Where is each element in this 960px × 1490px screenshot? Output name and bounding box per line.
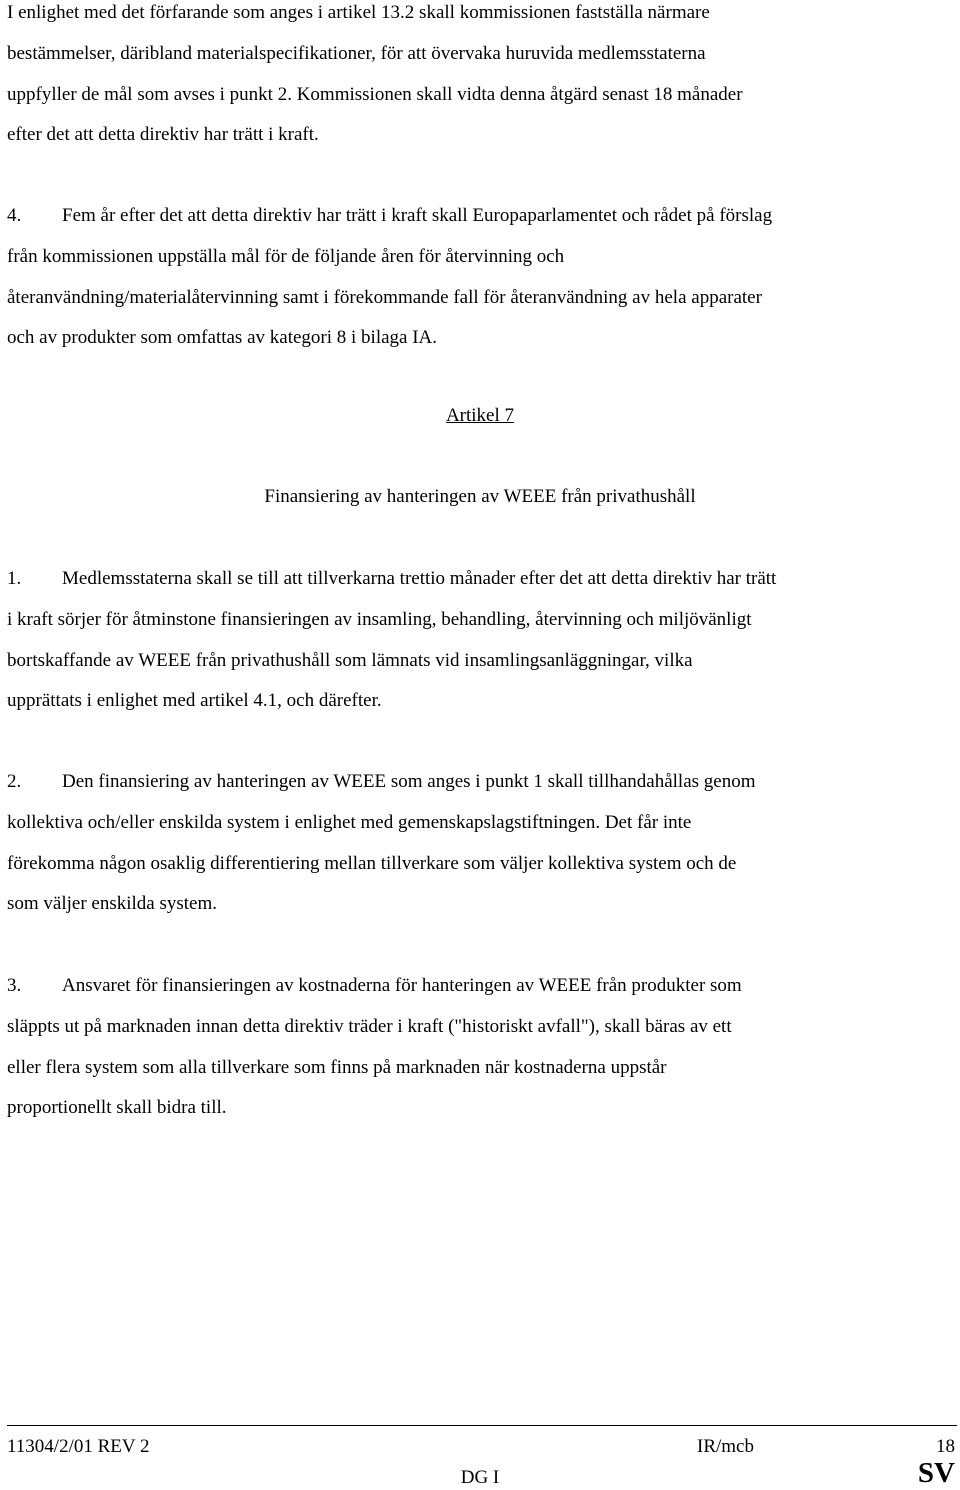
paragraph-line: släppts ut på marknaden innan detta direktiv träder i kraft ("historiskt avfall"), skall bäras av ett: [7, 1015, 732, 1037]
footer-department: DG I: [460, 1467, 500, 1488]
paragraph-line: kollektiva och/eller enskilda system i enlighet med gemenskapslagstiftningen. Det får inte: [7, 811, 692, 833]
paragraph-line: Fem år efter det att detta direktiv har trätt i kraft skall Europaparlamentet och rådet på förslag: [62, 205, 773, 226]
intro-line: bestämmelser, däribland materialspecifikationer, för att övervaka huruvida medlemsstaterna: [7, 42, 706, 64]
paragraph-line: som väljer enskilda system.: [7, 893, 218, 915]
paragraph-1: [7, 559, 957, 722]
footer-initials: IR/mcb: [697, 1436, 754, 1457]
intro-line: efter det att detta direktiv har trätt i kraft.: [7, 124, 319, 146]
footer-language-code: SV: [917, 1457, 955, 1489]
paragraph-line: upprättats i enlighet med artikel 4.1, och därefter.: [7, 690, 382, 712]
paragraph-line: Medlemsstaterna skall se till att tillverkarna trettio månader efter det att detta direktiv har trätt: [62, 568, 777, 589]
paragraph-line: bortskaffande av WEEE från privathushåll som lämnats vid insamlingsanläggningar, vilka: [7, 649, 693, 671]
paragraph-line: i kraft sörjer för åtminstone finansieringen av insamling, behandling, återvinning och miljövänligt: [7, 608, 752, 630]
paragraph-line: eller flera system som alla tillverkare som finns på marknaden när kostnaderna uppstår: [7, 1056, 667, 1078]
paragraph-line: förekomma någon osaklig differentiering mellan tillverkare som väljer kollektiva system och de: [7, 852, 737, 874]
paragraph-line: Ansvaret för finansieringen av kostnaderna för hanteringen av WEEE från produkter som: [62, 975, 742, 996]
footer-page-number: 18: [936, 1436, 955, 1457]
paragraph-line: från kommissionen uppställa mål för de följande åren för återvinning och: [7, 245, 565, 267]
footer-divider: [7, 1425, 957, 1426]
intro-line: I enlighet med det förfarande som anges i artikel 13.2 skall kommissionen fastställa närmare: [7, 2, 710, 23]
article-heading: Artikel 7: [445, 405, 515, 426]
paragraph-line: Den finansiering av hanteringen av WEEE som anges i punkt 1 skall tillhandahållas genom: [62, 771, 756, 792]
footer-document-number: 11304/2/01 REV 2: [7, 1436, 150, 1457]
paragraph-number: 2.: [7, 771, 22, 792]
paragraph-line: återanvändning/materialåtervinning samt i förekommande fall för återanvändning av hela apparater: [7, 286, 762, 308]
paragraph-3: [7, 966, 957, 1129]
paragraph-2: [7, 762, 957, 925]
paragraph-number: 3.: [7, 975, 22, 996]
paragraph-line: och av produkter som omfattas av kategori 8 i bilaga IA.: [7, 327, 438, 349]
paragraph-number: 4.: [7, 205, 22, 226]
article-subheading: Finansiering av hanteringen av WEEE från privathushåll: [264, 486, 696, 507]
intro-line: uppfyller de mål som avses i punkt 2. Kommissionen skall vidta denna åtgärd senast 18 månader: [7, 83, 743, 105]
intro-paragraph: [7, 0, 957, 156]
paragraph-4: [7, 196, 957, 359]
paragraph-line: proportionellt skall bidra till.: [7, 1097, 227, 1119]
paragraph-number: 1.: [7, 568, 22, 589]
